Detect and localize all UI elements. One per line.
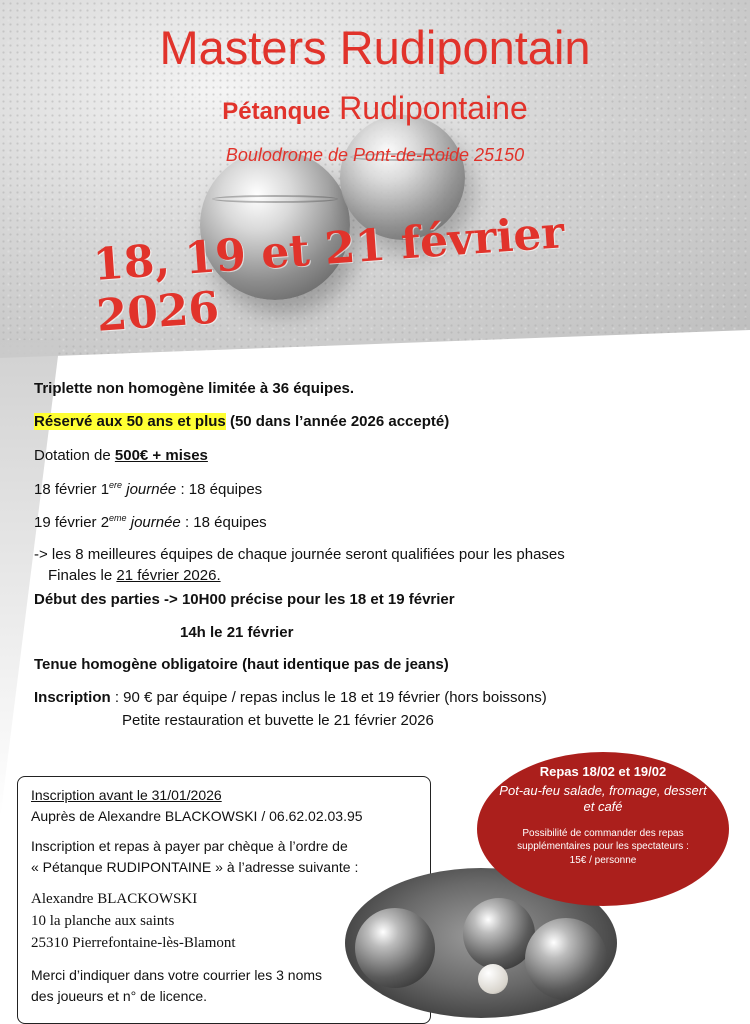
dotation-value: 500€ + mises	[114, 447, 208, 464]
club-name-big: Rudipontaine	[339, 90, 528, 126]
boule-image	[355, 908, 435, 988]
payment-line-2: « Pétanque RUDIPONTAINE » à l’adresse suivante :	[31, 859, 359, 875]
venue: Boulodrome de Pont-de-Roide 25150	[225, 145, 525, 165]
deadline: Inscription avant le 31/01/2026	[31, 787, 222, 803]
repas-extra-1: Possibilité de commander des repas	[522, 828, 684, 839]
boule-image	[525, 918, 607, 1000]
page-title: Masters Rudipontain	[159, 21, 591, 74]
address-city: 25310 Pierrefontaine-lès-Blamont	[31, 935, 236, 951]
address-street: 10 la planche aux saints	[31, 913, 175, 929]
cochonnet-image	[478, 964, 508, 994]
inscription-label: Inscription	[34, 689, 111, 706]
day2-sup: eme	[109, 513, 127, 523]
day1-date: 18 février 1	[34, 481, 110, 498]
repas-menu-1: Pot-au-feu salade, fromage, dessert	[499, 783, 707, 798]
tenue-line: Tenue homogène obligatoire (haut identique pas de jeans)	[34, 656, 449, 673]
header-banner	[0, 0, 750, 360]
repas-extra-3: 15€ / personne	[569, 855, 637, 866]
day1-sup: ere	[109, 480, 123, 490]
reserve-line	[34, 413, 449, 430]
note-line-2: des joueurs et n° de licence.	[31, 988, 208, 1004]
club-name	[0, 90, 750, 127]
qualif-line-2	[48, 567, 221, 584]
address-name: Alexandre BLACKOWSKI	[31, 891, 198, 907]
debut-line: Début des parties -> 10H00 précise pour les 18 et 19 février	[34, 591, 455, 608]
day2-line	[34, 513, 267, 531]
day1-rest: : 18 équipes	[176, 481, 263, 498]
contact: Auprès de Alexandre BLACKOWSKI / 06.62.02.03.95	[31, 808, 363, 824]
inscription-text: : 90 € par équipe / repas inclus le 18 et 19 février (hors boissons)	[110, 689, 547, 706]
repas-title: Repas 18/02 et 19/02	[539, 764, 667, 779]
day2-label: journée	[126, 514, 181, 531]
dotation-line	[34, 447, 208, 464]
repas-extra-2: supplémentaires pour les spectateurs :	[517, 841, 689, 852]
qualif-prefix: Finales le	[48, 567, 117, 584]
payment-line-1: Inscription et repas à payer par chèque à l’ordre de	[31, 838, 348, 854]
triplette-line: Triplette non homogène limitée à 36 équipes.	[34, 380, 355, 397]
reserve-rest: (50 dans l’année 2026 accepté)	[225, 413, 450, 430]
debut-21-line: 14h le 21 février	[180, 624, 294, 641]
qualif-date: 21 février 2026.	[116, 567, 221, 584]
restauration-line: Petite restauration et buvette le 21 février 2026	[122, 712, 434, 729]
event-dates: 18, 19 et 21 février 2026	[91, 207, 567, 342]
day2-rest: : 18 équipes	[180, 514, 267, 531]
day1-label: journée	[122, 481, 177, 498]
dotation-prefix: Dotation de	[34, 447, 115, 464]
repas-menu-2: et café	[583, 799, 623, 814]
day2-date: 19 février 2	[34, 514, 110, 531]
qualif-line-1: -> les 8 meilleures équipes de chaque journée seront qualifiées pour les phases	[34, 546, 565, 563]
repas-oval	[477, 752, 729, 906]
club-name-small: Pétanque	[222, 98, 331, 125]
reserve-highlight: Réservé aux 50 ans et plus	[34, 413, 226, 430]
note-line-1: Merci d’indiquer dans votre courrier les 3 noms	[31, 967, 323, 983]
inscription-line	[34, 689, 547, 706]
day1-line	[34, 480, 262, 498]
